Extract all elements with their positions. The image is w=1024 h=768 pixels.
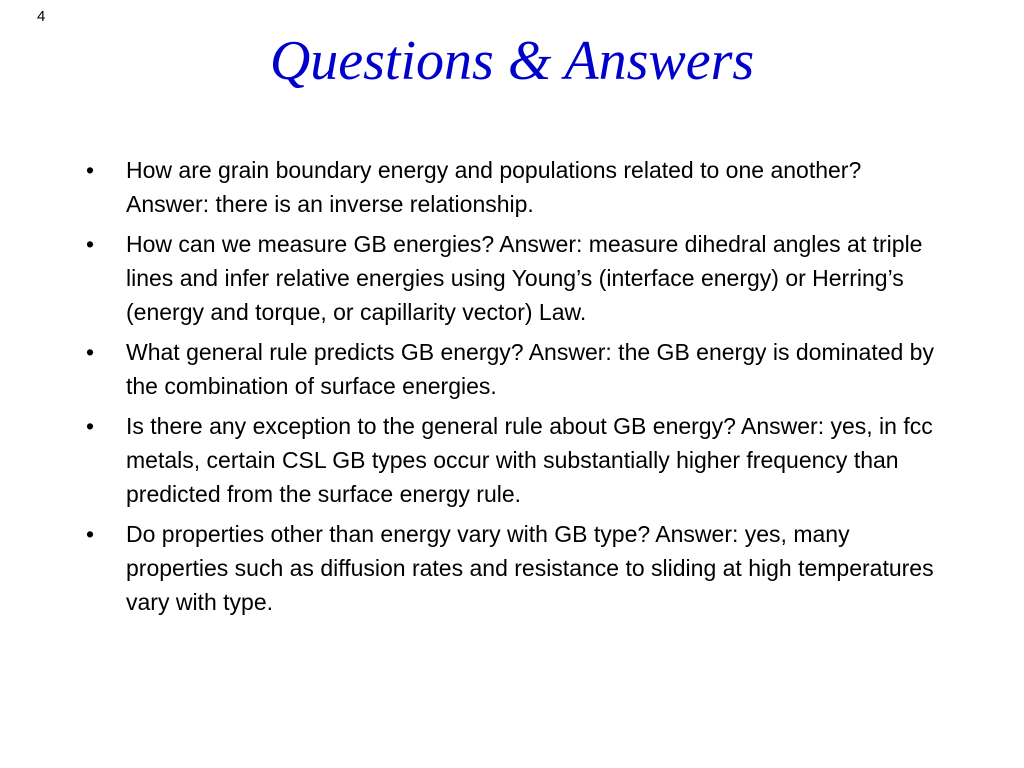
slide-number: 4 <box>37 8 46 25</box>
bullet-text: How can we measure GB energies? Answer: measure dihedral angles at triple lines and infer relative energies using Young’s (interface energy) or Herring’s (energy and torque, or capillarity vector) Law. <box>126 231 923 325</box>
bullet-marker: • <box>86 413 95 439</box>
bullet-text: Do properties other than energy vary with GB type? Answer: yes, many properties such as diffusion rates and resistance to sliding at high temperatures vary with type. <box>126 521 934 615</box>
bullet-item <box>86 153 936 221</box>
bullet-text: Is there any exception to the general rule about GB energy? Answer: yes, in fcc metals, certain CSL GB types occur with substantially higher frequency than predicted from the surface energy rule. <box>126 413 933 507</box>
bullet-marker: • <box>86 521 95 547</box>
bullet-text: How are grain boundary energy and populations related to one another? Answer: there is an inverse relationship. <box>126 157 862 217</box>
bullet-marker: • <box>86 339 95 365</box>
bullet-marker: • <box>86 157 95 183</box>
bullet-marker: • <box>86 231 95 257</box>
bullet-list <box>86 153 936 625</box>
bullet-item <box>86 409 936 511</box>
slide-title: Questions & Answers <box>269 30 755 92</box>
bullet-text: What general rule predicts GB energy? Answer: the GB energy is dominated by the combination of surface energies. <box>126 339 934 399</box>
bullet-item <box>86 517 936 619</box>
bullet-item <box>86 227 936 329</box>
bullet-item <box>86 335 936 403</box>
